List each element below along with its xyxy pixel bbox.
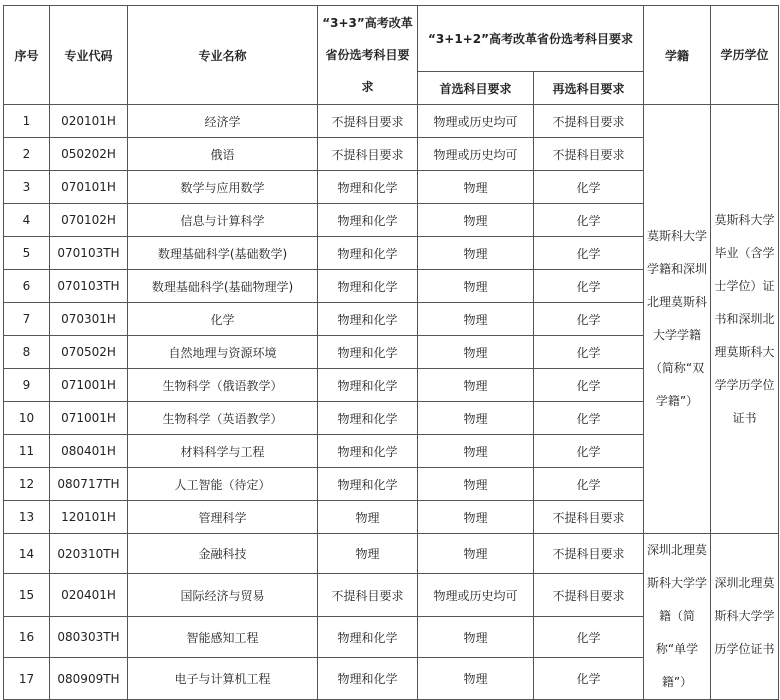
req-3-3-cell: 物理和化学 bbox=[318, 204, 418, 237]
code-cell: 070103TH bbox=[50, 270, 128, 303]
first-choice-cell: 物理 bbox=[418, 270, 534, 303]
seq-cell: 13 bbox=[4, 501, 50, 534]
second-choice-cell: 化学 bbox=[534, 468, 644, 501]
header-name: 专业名称 bbox=[128, 6, 318, 105]
second-choice-cell: 化学 bbox=[534, 171, 644, 204]
name-cell: 经济学 bbox=[128, 105, 318, 138]
code-cell: 080401H bbox=[50, 435, 128, 468]
req-3-3-cell: 物理 bbox=[318, 501, 418, 534]
seq-cell: 14 bbox=[4, 534, 50, 574]
seq-cell: 15 bbox=[4, 574, 50, 617]
req-3-3-cell: 物理和化学 bbox=[318, 435, 418, 468]
first-choice-cell: 物理 bbox=[418, 171, 534, 204]
second-choice-cell: 不提科目要求 bbox=[534, 534, 644, 574]
code-cell: 080909TH bbox=[50, 658, 128, 700]
seq-cell: 6 bbox=[4, 270, 50, 303]
code-cell: 070102H bbox=[50, 204, 128, 237]
req-3-3-cell: 物理和化学 bbox=[318, 658, 418, 700]
name-cell: 生物科学（英语教学） bbox=[128, 402, 318, 435]
header-status: 学籍 bbox=[644, 6, 711, 105]
name-cell: 材料科学与工程 bbox=[128, 435, 318, 468]
second-choice-cell: 化学 bbox=[534, 435, 644, 468]
code-cell: 070103TH bbox=[50, 237, 128, 270]
header-code: 专业代码 bbox=[50, 6, 128, 105]
first-choice-cell: 物理 bbox=[418, 616, 534, 658]
req-3-3-cell: 物理和化学 bbox=[318, 616, 418, 658]
code-cell: 020310TH bbox=[50, 534, 128, 574]
name-cell: 数理基础科学(基础物理学) bbox=[128, 270, 318, 303]
header-req-3-3: “3+3”高考改革省份选考科目要求 bbox=[318, 6, 418, 105]
name-cell: 化学 bbox=[128, 303, 318, 336]
code-cell: 070301H bbox=[50, 303, 128, 336]
first-choice-cell: 物理或历史均可 bbox=[418, 138, 534, 171]
status-cell-single: 深圳北理莫斯科大学学籍（简称“单学籍”） bbox=[644, 534, 711, 700]
code-cell: 070502H bbox=[50, 336, 128, 369]
first-choice-cell: 物理 bbox=[418, 237, 534, 270]
code-cell: 080303TH bbox=[50, 616, 128, 658]
first-choice-cell: 物理或历史均可 bbox=[418, 105, 534, 138]
name-cell: 数理基础科学(基础数学) bbox=[128, 237, 318, 270]
seq-cell: 10 bbox=[4, 402, 50, 435]
header-second-choice: 再选科目要求 bbox=[534, 72, 644, 105]
second-choice-cell: 化学 bbox=[534, 402, 644, 435]
name-cell: 国际经济与贸易 bbox=[128, 574, 318, 617]
seq-cell: 17 bbox=[4, 658, 50, 700]
code-cell: 050202H bbox=[50, 138, 128, 171]
req-3-3-cell: 不提科目要求 bbox=[318, 105, 418, 138]
first-choice-cell: 物理 bbox=[418, 336, 534, 369]
req-3-3-cell: 物理和化学 bbox=[318, 303, 418, 336]
seq-cell: 11 bbox=[4, 435, 50, 468]
req-3-3-cell: 物理 bbox=[318, 534, 418, 574]
code-cell: 071001H bbox=[50, 402, 128, 435]
seq-cell: 3 bbox=[4, 171, 50, 204]
header-degree: 学历学位 bbox=[711, 6, 779, 105]
code-cell: 080717TH bbox=[50, 468, 128, 501]
first-choice-cell: 物理 bbox=[418, 658, 534, 700]
first-choice-cell: 物理 bbox=[418, 204, 534, 237]
second-choice-cell: 化学 bbox=[534, 270, 644, 303]
table-row bbox=[4, 105, 779, 138]
req-3-3-cell: 物理和化学 bbox=[318, 237, 418, 270]
req-3-3-cell: 物理和化学 bbox=[318, 402, 418, 435]
first-choice-cell: 物理 bbox=[418, 369, 534, 402]
header-first-choice: 首选科目要求 bbox=[418, 72, 534, 105]
code-cell: 070101H bbox=[50, 171, 128, 204]
req-3-3-cell: 不提科目要求 bbox=[318, 138, 418, 171]
seq-cell: 7 bbox=[4, 303, 50, 336]
name-cell: 生物科学（俄语教学） bbox=[128, 369, 318, 402]
name-cell: 俄语 bbox=[128, 138, 318, 171]
seq-cell: 16 bbox=[4, 616, 50, 658]
name-cell: 金融科技 bbox=[128, 534, 318, 574]
req-3-3-cell: 不提科目要求 bbox=[318, 574, 418, 617]
name-cell: 人工智能（待定） bbox=[128, 468, 318, 501]
degree-cell-dual: 莫斯科大学毕业（含学士学位）证书和深圳北理莫斯科大学学历学位证书 bbox=[711, 105, 779, 534]
second-choice-cell: 化学 bbox=[534, 303, 644, 336]
req-3-3-cell: 物理和化学 bbox=[318, 270, 418, 303]
majors-table bbox=[3, 5, 779, 700]
seq-cell: 4 bbox=[4, 204, 50, 237]
second-choice-cell: 不提科目要求 bbox=[534, 138, 644, 171]
status-cell-dual: 莫斯科大学学籍和深圳北理莫斯科大学学籍（简称“双学籍”） bbox=[644, 105, 711, 534]
code-cell: 071001H bbox=[50, 369, 128, 402]
name-cell: 智能感知工程 bbox=[128, 616, 318, 658]
second-choice-cell: 化学 bbox=[534, 369, 644, 402]
name-cell: 信息与计算科学 bbox=[128, 204, 318, 237]
code-cell: 020401H bbox=[50, 574, 128, 617]
seq-cell: 2 bbox=[4, 138, 50, 171]
code-cell: 120101H bbox=[50, 501, 128, 534]
seq-cell: 8 bbox=[4, 336, 50, 369]
header-seq: 序号 bbox=[4, 6, 50, 105]
second-choice-cell: 化学 bbox=[534, 204, 644, 237]
code-cell: 020101H bbox=[50, 105, 128, 138]
first-choice-cell: 物理 bbox=[418, 501, 534, 534]
first-choice-cell: 物理 bbox=[418, 435, 534, 468]
degree-cell-single: 深圳北理莫斯科大学学历学位证书 bbox=[711, 534, 779, 700]
name-cell: 电子与计算机工程 bbox=[128, 658, 318, 700]
name-cell: 数学与应用数学 bbox=[128, 171, 318, 204]
first-choice-cell: 物理或历史均可 bbox=[418, 574, 534, 617]
seq-cell: 5 bbox=[4, 237, 50, 270]
name-cell: 管理科学 bbox=[128, 501, 318, 534]
first-choice-cell: 物理 bbox=[418, 534, 534, 574]
second-choice-cell: 不提科目要求 bbox=[534, 501, 644, 534]
seq-cell: 9 bbox=[4, 369, 50, 402]
req-3-3-cell: 物理和化学 bbox=[318, 336, 418, 369]
first-choice-cell: 物理 bbox=[418, 468, 534, 501]
name-cell: 自然地理与资源环境 bbox=[128, 336, 318, 369]
second-choice-cell: 化学 bbox=[534, 336, 644, 369]
first-choice-cell: 物理 bbox=[418, 402, 534, 435]
header-req-3-1-2: “3+1+2”高考改革省份选考科目要求 bbox=[418, 6, 644, 72]
second-choice-cell: 不提科目要求 bbox=[534, 574, 644, 617]
req-3-3-cell: 物理和化学 bbox=[318, 171, 418, 204]
seq-cell: 1 bbox=[4, 105, 50, 138]
second-choice-cell: 化学 bbox=[534, 616, 644, 658]
seq-cell: 12 bbox=[4, 468, 50, 501]
table-row bbox=[4, 534, 779, 574]
second-choice-cell: 化学 bbox=[534, 237, 644, 270]
req-3-3-cell: 物理和化学 bbox=[318, 369, 418, 402]
first-choice-cell: 物理 bbox=[418, 303, 534, 336]
second-choice-cell: 化学 bbox=[534, 658, 644, 700]
second-choice-cell: 不提科目要求 bbox=[534, 105, 644, 138]
req-3-3-cell: 物理和化学 bbox=[318, 468, 418, 501]
